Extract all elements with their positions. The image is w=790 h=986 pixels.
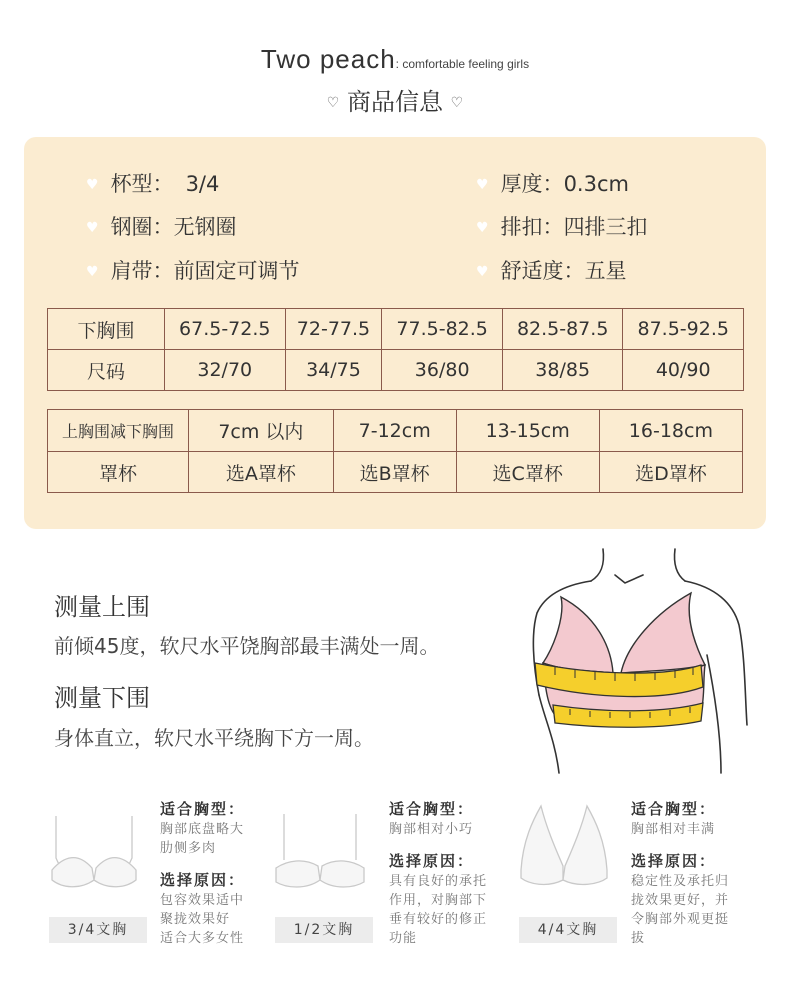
table-header-cell: 尺码 <box>48 350 165 391</box>
caption-4-4: 4/4文胸 <box>519 917 617 943</box>
table-cell: 82.5-87.5 <box>502 309 623 350</box>
attr-value: 四排三扣 <box>563 215 648 239</box>
caption-3-4: 3/4文胸 <box>49 917 147 943</box>
table-header-cell: 上胸围减下胸围 <box>48 410 189 452</box>
bra-1-2-icon <box>270 808 370 900</box>
attr-underwire <box>86 211 237 241</box>
reason-desc-line: 垂有较好的修正 <box>389 912 488 927</box>
measure-lower-desc: 身体直立，软尺水平绕胸下方一周。 <box>54 726 374 750</box>
attr-value: 五星 <box>584 259 627 283</box>
reason-desc-line: 稳定性及承托归 <box>631 874 730 889</box>
attr-thickness <box>476 168 629 198</box>
table-cell: 16-18cm <box>599 410 742 452</box>
reason-label: 选择原因： <box>160 871 246 889</box>
fit-desc-line: 胸部底盘略大 <box>160 822 245 837</box>
table-row <box>48 452 743 493</box>
measure-lower-title: 测量下围 <box>54 684 150 712</box>
table-cell: 34/75 <box>285 350 382 391</box>
measuring-tape-illustration <box>525 545 755 775</box>
table-cell: 13-15cm <box>456 410 599 452</box>
attr-label: 肩带： <box>110 259 174 283</box>
fit-desc-line: 胸部相对丰满 <box>631 822 716 837</box>
reason-desc <box>160 891 244 948</box>
table-cell: 67.5-72.5 <box>165 309 286 350</box>
table-row <box>48 410 743 452</box>
heart-outline-icon: ♡ <box>450 95 464 111</box>
heart-bullet-icon: ♥ <box>86 177 99 193</box>
table-cell: 40/90 <box>623 350 744 391</box>
fit-desc-line: 肋侧多肉 <box>160 841 217 856</box>
reason-desc-line: 适合大多女性 <box>160 931 245 946</box>
fit-label: 适合胸型： <box>389 800 475 818</box>
fit-desc <box>389 820 473 839</box>
fit-label: 适合胸型： <box>631 800 717 818</box>
measure-upper-title: 测量上围 <box>54 593 150 621</box>
heart-outline-icon: ♡ <box>326 95 340 111</box>
table-cell: 87.5-92.5 <box>623 309 744 350</box>
reason-desc-line: 包容效果适中 <box>160 893 245 908</box>
table-row <box>48 309 744 350</box>
page-title-row <box>0 82 790 117</box>
reason-desc-line: 聚拢效果好 <box>160 912 231 927</box>
fit-desc <box>160 820 244 858</box>
attr-label: 舒适度： <box>500 259 585 283</box>
bra-3-4-icon <box>44 808 144 900</box>
table-cell: 选B罩杯 <box>333 452 456 493</box>
attr-label: 杯型： <box>110 172 174 196</box>
bra-4-4-icon <box>513 800 615 896</box>
heart-bullet-icon: ♥ <box>476 177 489 193</box>
table-cell: 选D罩杯 <box>599 452 742 493</box>
product-info-card <box>24 137 766 529</box>
attr-label: 钢圈： <box>110 215 174 239</box>
table-cell: 77.5-82.5 <box>382 309 503 350</box>
attr-strap <box>86 255 300 285</box>
reason-desc-line: 作用，对胸部下 <box>389 893 488 908</box>
table-cell: 36/80 <box>382 350 503 391</box>
table-row <box>48 350 744 391</box>
reason-desc-line: 功能 <box>389 931 418 946</box>
reason-desc-line: 拢效果更好，并 <box>631 893 730 908</box>
heart-bullet-icon: ♥ <box>476 220 489 236</box>
reason-desc-line: 拔 <box>631 931 646 946</box>
measure-upper-desc: 前倾45度，软尺水平饶胸部最丰满处一周。 <box>54 634 440 658</box>
brand-line <box>0 44 790 75</box>
fit-desc <box>631 820 715 839</box>
heart-bullet-icon: ♥ <box>476 264 489 280</box>
fit-desc-line: 胸部相对小巧 <box>389 822 474 837</box>
table-cell: 选C罩杯 <box>456 452 599 493</box>
heart-bullet-icon: ♥ <box>86 220 99 236</box>
reason-label: 选择原因： <box>389 852 475 870</box>
attr-comfort <box>476 255 627 285</box>
reason-desc-line: 具有良好的承托 <box>389 874 488 889</box>
reason-label: 选择原因： <box>631 852 717 870</box>
brand-tagline: : comfortable feeling girls <box>395 57 530 71</box>
attr-label: 排扣： <box>500 215 564 239</box>
attr-cup-type <box>86 168 219 198</box>
page-title: 商品信息 <box>347 88 443 116</box>
attr-value: 3/4 <box>185 172 220 196</box>
table-header-cell: 下胸围 <box>48 309 165 350</box>
attr-label: 厚度： <box>500 172 564 196</box>
table-cell: 选A罩杯 <box>189 452 334 493</box>
reason-desc-line: 令胸部外观更挺 <box>631 912 730 927</box>
table-cell: 7cm 以内 <box>189 410 334 452</box>
table-cell: 7-12cm <box>333 410 456 452</box>
attr-value: 0.3cm <box>563 172 629 196</box>
attr-value: 无钢圈 <box>173 215 237 239</box>
table-cell: 38/85 <box>502 350 623 391</box>
attr-value: 前固定可调节 <box>173 259 300 283</box>
attr-hooks <box>476 211 648 241</box>
reason-desc <box>389 872 487 948</box>
table-cell: 72-77.5 <box>285 309 382 350</box>
table-header-cell: 罩杯 <box>48 452 189 493</box>
brand-name: Two peach <box>260 44 396 74</box>
fit-label: 适合胸型： <box>160 800 246 818</box>
caption-1-2: 1/2文胸 <box>275 917 373 943</box>
size-table <box>47 308 744 391</box>
heart-bullet-icon: ♥ <box>86 264 99 280</box>
cup-table <box>47 409 743 493</box>
reason-desc <box>631 872 729 948</box>
table-cell: 32/70 <box>165 350 286 391</box>
